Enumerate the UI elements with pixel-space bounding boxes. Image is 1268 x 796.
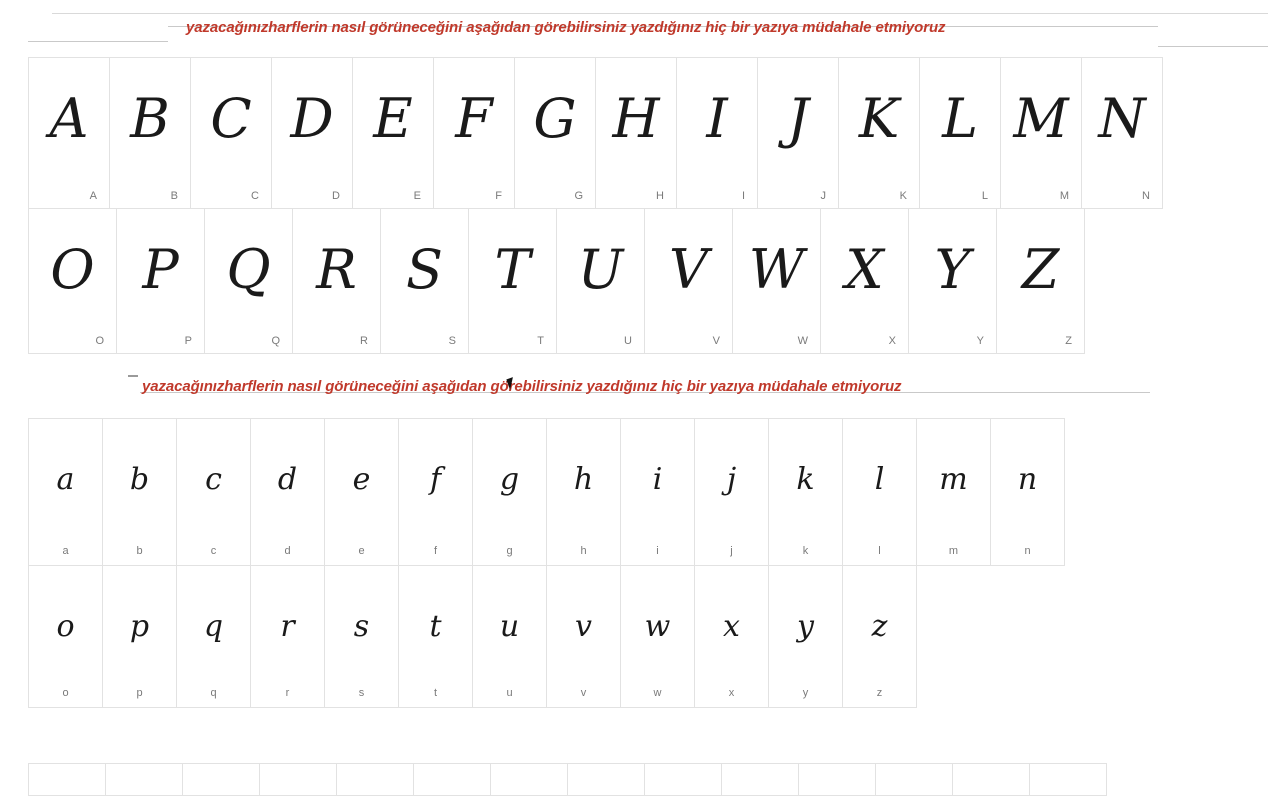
glyph-label: n <box>1024 545 1031 557</box>
glyph-cell-E[interactable] <box>352 57 434 209</box>
glyph-preview: n <box>1017 462 1038 497</box>
glyph-preview: O <box>50 238 95 301</box>
glyph-cell-empty-9[interactable] <box>721 763 799 796</box>
glyph-cell-O[interactable] <box>28 208 117 354</box>
glyph-cell-u[interactable] <box>472 565 547 708</box>
glyph-cell-empty-7[interactable] <box>567 763 645 796</box>
glyph-cell-empty-5[interactable] <box>413 763 491 796</box>
glyph-cell-G[interactable] <box>514 57 596 209</box>
glyph-preview: L <box>942 87 978 150</box>
glyph-label: G <box>574 190 583 202</box>
glyph-label: j <box>730 545 733 557</box>
glyph-label: s <box>358 687 365 699</box>
glyph-label: c <box>210 545 217 557</box>
glyph-label: W <box>797 335 808 347</box>
glyph-preview: w <box>644 609 671 644</box>
glyph-cell-F[interactable] <box>433 57 515 209</box>
glyph-cell-V[interactable] <box>644 208 733 354</box>
glyph-cell-J[interactable] <box>757 57 839 209</box>
glyph-cell-R[interactable] <box>292 208 381 354</box>
glyph-label: S <box>448 335 456 347</box>
glyph-label: H <box>656 190 664 202</box>
glyph-preview: A <box>49 87 89 150</box>
glyph-cell-U[interactable] <box>556 208 645 354</box>
glyph-preview: x <box>723 609 740 644</box>
glyph-cell-K[interactable] <box>838 57 920 209</box>
glyph-label: k <box>802 545 809 557</box>
glyph-preview: j <box>726 462 737 497</box>
glyph-preview: B <box>130 87 170 150</box>
glyph-cell-i[interactable] <box>620 418 695 566</box>
glyph-label: R <box>360 335 368 347</box>
glyph-preview: z <box>871 609 888 644</box>
glyph-label: y <box>802 687 809 699</box>
glyph-preview: D <box>290 87 334 150</box>
glyph-cell-A[interactable] <box>28 57 110 209</box>
preview-banner-lowercase: yazacağınızharflerin nasıl görüneceğini aşağıdan görebilirsiniz yazdığınız hiç bir yazıya müdahale etmiyoruz <box>142 378 902 395</box>
glyph-preview: E <box>373 87 413 150</box>
glyph-preview: c <box>205 462 222 497</box>
glyph-label: K <box>899 190 907 202</box>
glyph-label: L <box>981 190 988 202</box>
glyph-cell-y[interactable] <box>768 565 843 708</box>
glyph-cell-k[interactable] <box>768 418 843 566</box>
glyph-preview: q <box>203 609 224 644</box>
glyph-preview: k <box>796 462 815 497</box>
lowercase-row-1 <box>28 418 1064 566</box>
banner-rule-right <box>1158 46 1268 47</box>
glyph-label: p <box>136 687 143 699</box>
glyph-label: Y <box>976 335 984 347</box>
glyph-cell-empty-11[interactable] <box>875 763 953 796</box>
glyph-label: t <box>433 687 438 699</box>
glyph-preview: H <box>612 87 660 150</box>
glyph-label: Q <box>271 335 280 347</box>
glyph-preview: V <box>669 238 708 301</box>
glyph-label: I <box>741 190 745 202</box>
glyph-cell-empty-10[interactable] <box>798 763 876 796</box>
glyph-cell-M[interactable] <box>1000 57 1082 209</box>
glyph-label: u <box>506 687 513 699</box>
glyph-label: h <box>580 545 587 557</box>
glyph-cell-Z[interactable] <box>996 208 1085 354</box>
glyph-cell-o[interactable] <box>28 565 103 708</box>
banner-rule-left <box>28 41 168 42</box>
glyph-label: a <box>62 545 69 557</box>
glyph-preview: K <box>858 87 900 150</box>
glyph-preview: P <box>142 238 179 301</box>
glyph-cell-g[interactable] <box>472 418 547 566</box>
glyph-cell-H[interactable] <box>595 57 677 209</box>
glyph-cell-C[interactable] <box>190 57 272 209</box>
glyph-cell-empty-8[interactable] <box>644 763 722 796</box>
glyph-label: b <box>136 545 143 557</box>
glyph-label: B <box>170 190 178 202</box>
uppercase-row-1 <box>28 57 1162 209</box>
glyph-preview: X <box>845 238 884 301</box>
glyph-label: z <box>876 687 883 699</box>
glyph-cell-T[interactable] <box>468 208 557 354</box>
glyph-label: U <box>624 335 632 347</box>
glyph-cell-X[interactable] <box>820 208 909 354</box>
glyph-label: i <box>656 545 659 557</box>
glyph-preview: i <box>652 462 663 497</box>
glyph-cell-empty-1[interactable] <box>105 763 183 796</box>
glyph-preview: S <box>406 238 443 301</box>
glyph-preview: J <box>787 87 809 150</box>
glyph-cell-empty-0[interactable] <box>28 763 106 796</box>
glyph-label: E <box>413 190 421 202</box>
glyph-preview: N <box>1098 87 1146 150</box>
glyph-cell-j[interactable] <box>694 418 769 566</box>
glyph-cell-empty-3[interactable] <box>259 763 337 796</box>
bottom-grid-row <box>28 763 1106 796</box>
glyph-preview: l <box>874 462 885 497</box>
glyph-preview: Z <box>1021 238 1060 301</box>
glyph-cell-N[interactable] <box>1081 57 1163 209</box>
glyph-label: g <box>506 545 513 557</box>
glyph-label: F <box>495 190 502 202</box>
glyph-label: N <box>1142 190 1150 202</box>
glyph-label: O <box>95 335 104 347</box>
glyph-label: T <box>537 335 544 347</box>
glyph-preview: a <box>56 462 75 497</box>
glyph-preview: Y <box>934 238 971 301</box>
glyph-cell-c[interactable] <box>176 418 251 566</box>
glyph-cell-I[interactable] <box>676 57 758 209</box>
glyph-preview: W <box>748 238 805 301</box>
banner2-dash-left <box>128 375 138 377</box>
glyph-label: q <box>210 687 217 699</box>
glyph-cell-r[interactable] <box>250 565 325 708</box>
glyph-cell-L[interactable] <box>919 57 1001 209</box>
glyph-label: D <box>332 190 340 202</box>
glyph-cell-B[interactable] <box>109 57 191 209</box>
glyph-label: e <box>358 545 365 557</box>
glyph-cell-q[interactable] <box>176 565 251 708</box>
glyph-cell-s[interactable] <box>324 565 399 708</box>
glyph-cell-z[interactable] <box>842 565 917 708</box>
glyph-cell-t[interactable] <box>398 565 473 708</box>
glyph-preview: g <box>499 462 520 497</box>
glyph-cell-v[interactable] <box>546 565 621 708</box>
glyph-label: J <box>820 190 826 202</box>
glyph-preview: r <box>280 609 295 644</box>
glyph-cell-D[interactable] <box>271 57 353 209</box>
glyph-cell-w[interactable] <box>620 565 695 708</box>
glyph-cell-W[interactable] <box>732 208 821 354</box>
glyph-label: w <box>653 687 662 699</box>
glyph-preview: U <box>577 238 624 301</box>
glyph-label: M <box>1059 190 1069 202</box>
preview-banner-uppercase: yazacağınızharflerin nasıl görüneceğini aşağıdan görebilirsiniz yazdığınız hiç bir yazıya müdahale etmiyoruz <box>186 19 946 36</box>
glyph-cell-m[interactable] <box>916 418 991 566</box>
glyph-label: r <box>285 687 290 699</box>
glyph-label: l <box>878 545 881 557</box>
glyph-preview: d <box>277 462 298 497</box>
glyph-cell-h[interactable] <box>546 418 621 566</box>
glyph-cell-Q[interactable] <box>204 208 293 354</box>
glyph-cell-empty-13[interactable] <box>1029 763 1107 796</box>
glyph-cell-a[interactable] <box>28 418 103 566</box>
glyph-label: C <box>251 190 259 202</box>
glyph-cell-S[interactable] <box>380 208 469 354</box>
glyph-cell-x[interactable] <box>694 565 769 708</box>
glyph-cell-d[interactable] <box>250 418 325 566</box>
glyph-cell-e[interactable] <box>324 418 399 566</box>
glyph-cell-empty-2[interactable] <box>182 763 260 796</box>
uppercase-row-2 <box>28 208 1084 354</box>
glyph-preview: G <box>533 87 577 150</box>
top-divider <box>52 0 1268 14</box>
glyph-label: Z <box>1065 335 1072 347</box>
glyph-preview: v <box>575 609 592 644</box>
glyph-cell-p[interactable] <box>102 565 177 708</box>
glyph-preview: h <box>573 462 594 497</box>
glyph-preview: Q <box>226 238 271 301</box>
glyph-preview: m <box>939 462 968 497</box>
glyph-preview: C <box>210 87 252 150</box>
glyph-label: d <box>284 545 291 557</box>
glyph-preview: R <box>316 238 357 301</box>
glyph-cell-empty-6[interactable] <box>490 763 568 796</box>
glyph-label: x <box>728 687 735 699</box>
glyph-cell-Y[interactable] <box>908 208 997 354</box>
glyph-preview: F <box>455 87 493 150</box>
glyph-cell-n[interactable] <box>990 418 1065 566</box>
glyph-preview: t <box>429 609 442 644</box>
glyph-label: f <box>433 545 438 557</box>
glyph-label: v <box>580 687 587 699</box>
glyph-preview: T <box>494 238 531 301</box>
glyph-label: o <box>62 687 69 699</box>
glyph-cell-empty-12[interactable] <box>952 763 1030 796</box>
glyph-preview: u <box>499 609 520 644</box>
glyph-label: P <box>184 335 192 347</box>
glyph-preview: o <box>56 609 75 644</box>
glyph-preview: p <box>129 609 150 644</box>
glyph-label: V <box>712 335 720 347</box>
glyph-cell-empty-4[interactable] <box>336 763 414 796</box>
glyph-cell-l[interactable] <box>842 418 917 566</box>
glyph-preview: I <box>706 87 728 150</box>
glyph-preview: M <box>1013 87 1069 150</box>
glyph-preview: e <box>352 462 371 497</box>
glyph-label: A <box>89 190 97 202</box>
glyph-preview: y <box>797 609 814 644</box>
glyph-label: m <box>948 545 959 557</box>
lowercase-row-2 <box>28 565 916 708</box>
glyph-preview: b <box>129 462 150 497</box>
glyph-cell-f[interactable] <box>398 418 473 566</box>
glyph-cell-b[interactable] <box>102 418 177 566</box>
glyph-cell-P[interactable] <box>116 208 205 354</box>
glyph-preview: f <box>429 462 442 497</box>
glyph-label: X <box>888 335 896 347</box>
glyph-preview: s <box>353 609 370 644</box>
